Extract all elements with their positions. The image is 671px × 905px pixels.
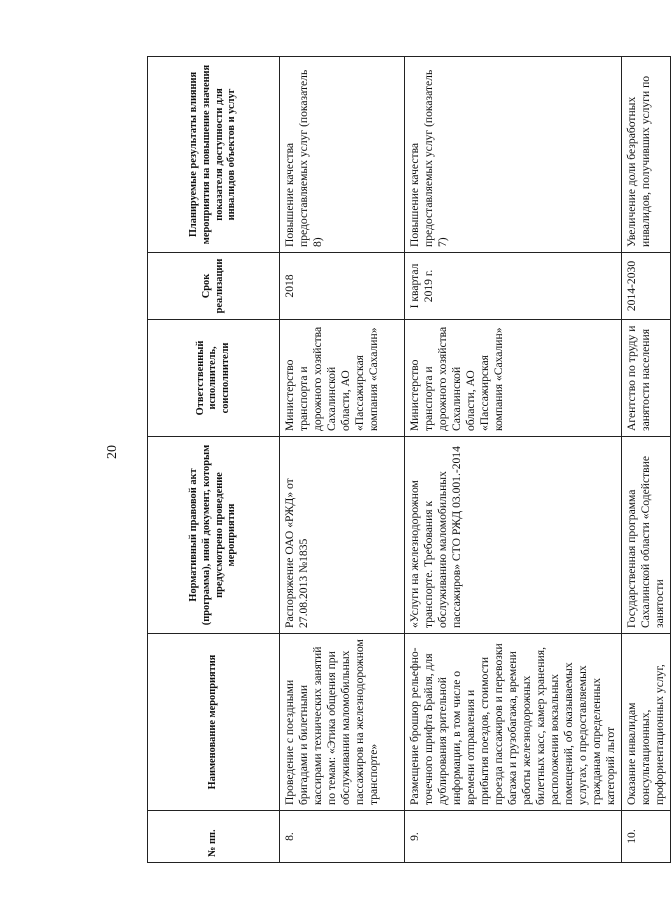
planned-result: Повышение качества предоставляемых услуг (показатель 7)	[405, 57, 622, 253]
header-number: № пп.	[148, 811, 280, 863]
measure-name: Размещение брошюр рельефно-точечного шрифта Брайля, для дублирования зрительной информации, в том числе о времени отправления и прибытия поездов, стоимости проезда пассажиров и перевозки багажа и грузобагажа, времени работы железнодорожных билетных касс, камер хранения, расположении вокзальных помещений, об оказываемых услугах, о предоставляемых гражданам определенных категорий льгот	[405, 634, 622, 811]
measures-table	[147, 56, 671, 863]
executor: Министерство транспорта и дорожного хозяйства Сахалинской области, АО «Пассажирская компания «Сахалин»	[405, 320, 622, 437]
planned-result: Повышение качества предоставляемых услуг (показатель 8)	[280, 57, 405, 253]
table-row	[622, 57, 671, 863]
planned-result: Увеличение доли безработных инвалидов, получивших услуги по	[622, 57, 671, 253]
table-header-row	[148, 57, 280, 863]
row-number: 9.	[405, 811, 622, 863]
table-row	[280, 57, 405, 863]
table-row	[405, 57, 622, 863]
header-legal-act: Нормативный правовой акт (программа), иной документ, которым предусмотрено проведение мероприятия	[148, 437, 280, 634]
row-number: 10.	[622, 811, 671, 863]
legal-act: «Услуги на железнодорожном транспорте. Требования к обслуживанию маломобильных пассажиров» СТО РЖД 03.001.-2014	[405, 437, 622, 634]
header-executor: Ответственный исполнитель, соисполнители	[148, 320, 280, 437]
header-measure-name: Наименование мероприятия	[148, 634, 280, 811]
header-planned-result: Планируемые результаты влияния мероприятия на повышение значения показателя доступности для инвалидов объектов и услуг	[148, 57, 280, 253]
legal-act: Распоряжение ОАО «РЖД» от 27.08.2013 №1835	[280, 437, 405, 634]
page-number: 20	[105, 445, 120, 459]
term: 2018	[280, 253, 405, 320]
measure-name: Проведение с поездными бригадами и билетными кассирами технических занятий по темам: «Этика общения при обслуживании маломобильных пассажиров на железнодорожном транспорте»	[280, 634, 405, 811]
row-number: 8.	[280, 811, 405, 863]
rotated-table-container	[147, 57, 666, 863]
term: I квартал 2019 г.	[405, 253, 622, 320]
legal-act: Государственная программа Сахалинской области «Содействие занятости	[622, 437, 671, 634]
header-term: Срок реализации	[148, 253, 280, 320]
term: 2014-2030	[622, 253, 671, 320]
measure-name: Оказание инвалидам консультационных, профориентационных услуг,	[622, 634, 671, 811]
executor: Министерство транспорта и дорожного хозяйства Сахалинской области, АО «Пассажирская компания «Сахалин»	[280, 320, 405, 437]
executor: Агентство по труду и занятости населения	[622, 320, 671, 437]
